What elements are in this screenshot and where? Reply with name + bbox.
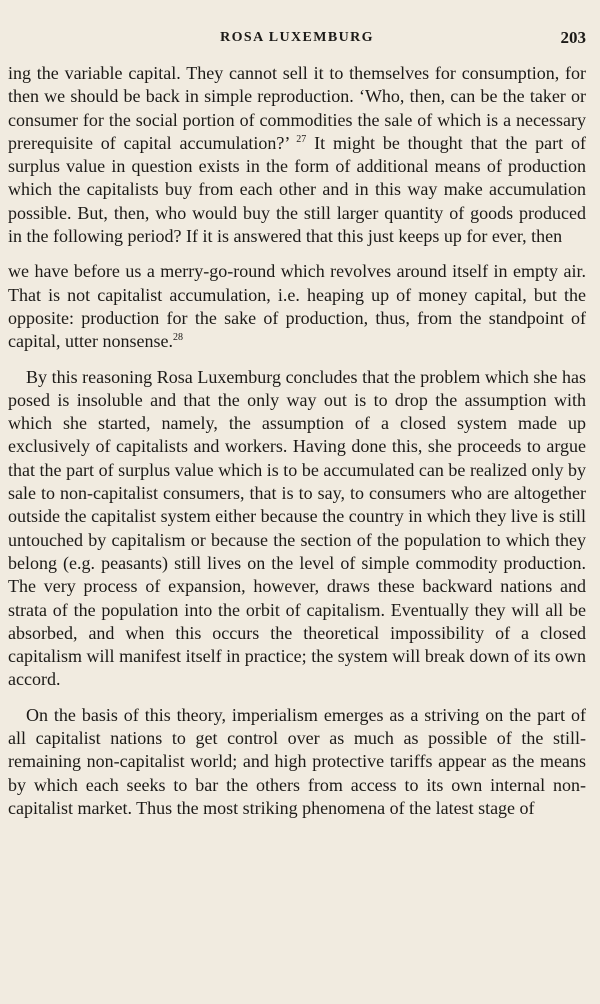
running-header (8, 28, 586, 58)
paragraph-4-text: On the basis of this theory, imperialism emerges as a striving on the part of all capitalist nations to get control over as much as possible of the still-remaining non-capitalist world; and high protective tariffs appear as the means by which each seeks to bar the others from access to its own internal non-capitalist market. Thus the most striking phenomena of the latest stage of (8, 704, 586, 818)
paragraph-4 (8, 704, 586, 820)
page-number: 203 (560, 28, 586, 47)
paragraph-2 (8, 260, 586, 353)
body-text (8, 62, 586, 820)
paragraph-3 (8, 366, 586, 692)
paragraph-1 (8, 62, 586, 248)
footnote-reference-28: 28 (172, 332, 183, 344)
footnote-reference-27: 27 (290, 133, 307, 145)
paragraph-2-text-1: we have before us a merry-go-round which revolves around itself in empty air. That is not capitalist accumulation, i.e. heaping up of money capital, but the opposite: production for the sake of production, thus, from the standpoint of capital, utter nonsense. (8, 261, 586, 352)
paragraph-1-text-1: ing the variable capital. They cannot sell it to themselves for consumption, for then we should be back in simple reproduction. ‘Who, then, can be the taker or consumer for the social portion of commodities the sale of which is a necessary prerequisite of capital accumulation?’ (8, 63, 586, 153)
paragraph-1-text-2: It might be thought that the part of surplus value in question exists in the form of additional means of production which the capitalists buy from each other and in this way make accumulation possible. But, then, who would buy the still larger quantity of goods produced in the following period? If it is answered that this just keeps up for ever, then (8, 132, 587, 247)
paragraph-3-text: By this reasoning Rosa Luxemburg concludes that the problem which she has posed is insoluble and that the only way out is to drop the assumption with which she started, namely, the assumption of a closed system made up exclusively of capitalists and workers. Having done this, she proceeds to argue that the part of surplus value which is to be accumulated can be realized only by sale to non-capitalist consumers, that is to say, to consumers who are altogether outside the capitalist system either because the country in which they live is still untouched by capitalism or because the section of the population to which they belong (e.g. peasants) still lives on the level of simple commodity production. The very process of expansion, however, draws these backward nations and strata of the population into the orbit of capitalism. Eventually they will all be absorbed, and when this occurs the theoretical impossibility of a closed capitalism will manifest itself in practice; the system will break down of its own accord. (8, 366, 586, 690)
running-title: ROSA LUXEMBURG (220, 30, 374, 45)
